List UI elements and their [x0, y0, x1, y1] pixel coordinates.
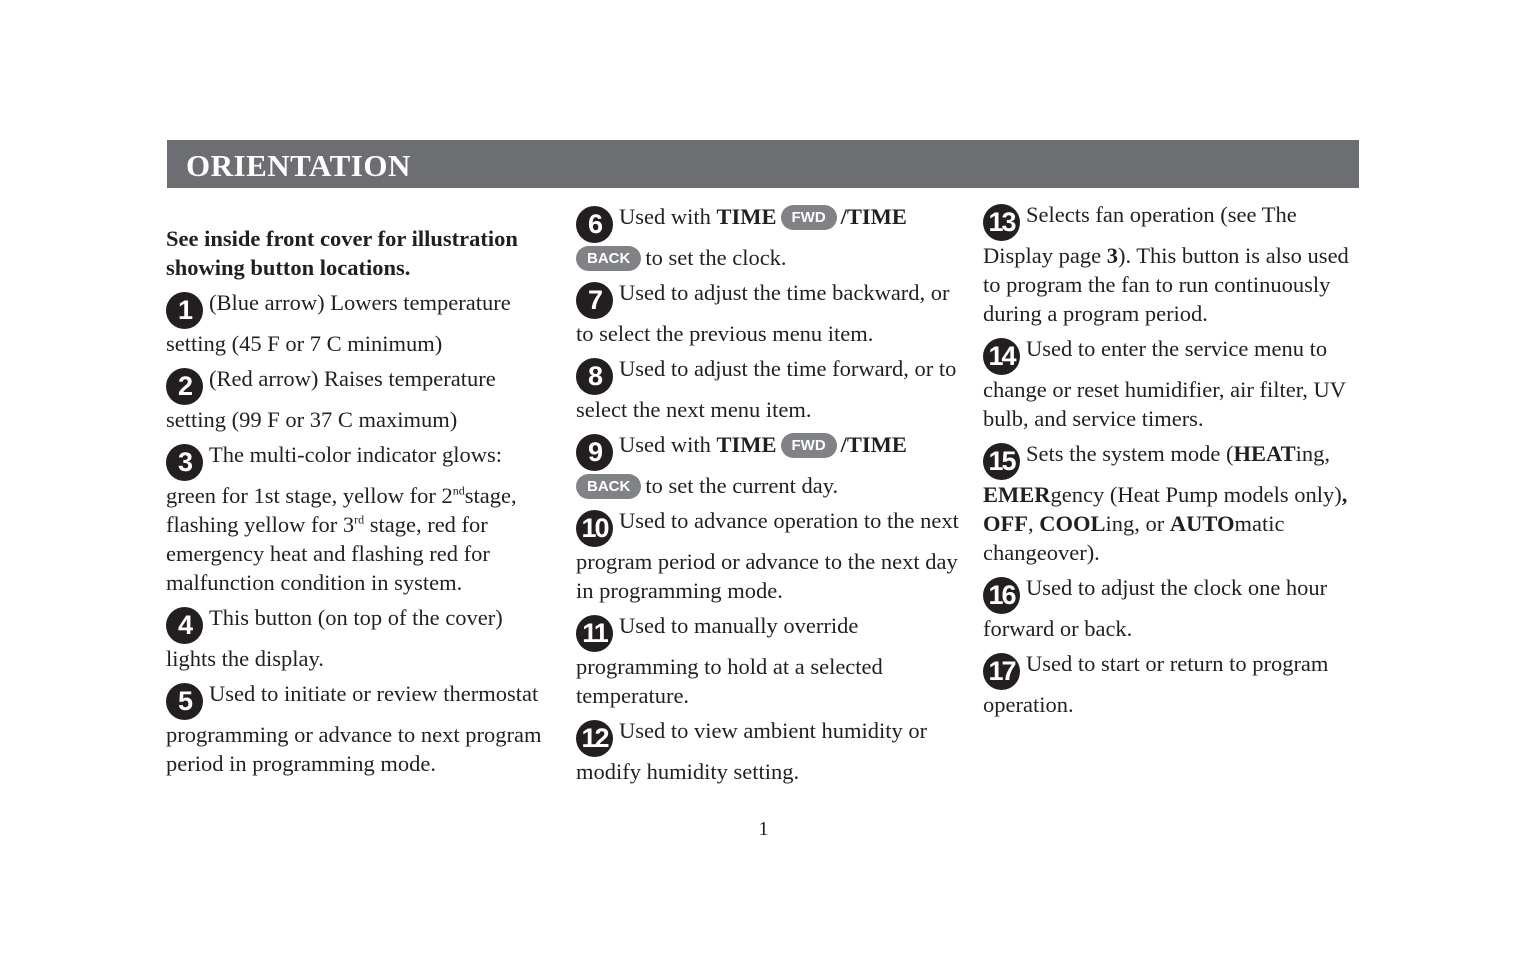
list-item: 15 Sets the system mode (HEATing, EMERgency (Heat Pump models only), OFF, COOLing, or AUTOmatic changeover).	[983, 441, 1348, 565]
number-4-icon: 4	[166, 607, 203, 644]
number-8-icon: 8	[576, 358, 613, 395]
list-item: 6 Used with TIME FWD /TIME BACK to set the clock.	[576, 202, 961, 272]
section-header	[167, 140, 1359, 188]
back-button-icon: BACK	[576, 474, 641, 499]
list-item: 14 Used to enter the service menu to change or reset humidifier, air filter, UV bulb, and service timers.	[983, 336, 1346, 431]
number-15-icon: 15	[983, 443, 1020, 480]
list-item: 17 Used to start or return to program operation.	[983, 651, 1329, 717]
list-item: 12 Used to view ambient humidity or modify humidity setting.	[576, 718, 928, 784]
number-9-icon: 9	[576, 434, 613, 471]
list-item: 8 Used to adjust the time forward, or to select the next menu item.	[576, 356, 957, 422]
list-item: 10 Used to advance operation to the next program period or advance to the next day in programming mode.	[576, 508, 959, 603]
list-item: 16 Used to adjust the clock one hour forward or back.	[983, 575, 1328, 641]
fwd-button-icon: FWD	[781, 433, 837, 458]
column-3	[983, 200, 1363, 725]
number-3-icon: 3	[166, 444, 203, 481]
number-11-icon: 11	[576, 615, 613, 652]
column-1	[166, 224, 551, 784]
back-button-icon: BACK	[576, 246, 641, 271]
number-14-icon: 14	[983, 338, 1020, 375]
list-item: 4 This button (on top of the cover) lights the display.	[166, 605, 503, 671]
list-item: 5 Used to initiate or review thermostat programming or advance to next program period in programming mode.	[166, 681, 542, 776]
list-item: 11 Used to manually override programming to hold at a selected temperature.	[576, 613, 883, 708]
number-17-icon: 17	[983, 653, 1020, 690]
list-item: 2 (Red arrow) Raises temperature setting (99 F or 37 C maximum)	[166, 366, 496, 432]
number-2-icon: 2	[166, 368, 203, 405]
page-title: ORIENTATION	[186, 148, 411, 183]
number-7-icon: 7	[576, 282, 613, 319]
column-2	[576, 202, 961, 792]
number-16-icon: 16	[983, 577, 1020, 614]
list-item: 13 Selects fan operation (see The Display page 3). This button is also used to program the fan to run continuously during a program period.	[983, 202, 1349, 326]
number-13-icon: 13	[983, 204, 1020, 241]
intro-text: See inside front cover for illustration showing button locations.	[166, 226, 518, 280]
list-item: 9 Used with TIME FWD /TIME BACK to set the current day.	[576, 430, 961, 500]
number-6-icon: 6	[576, 206, 613, 243]
list-item: 7 Used to adjust the time backward, or to select the previous menu item.	[576, 280, 950, 346]
number-12-icon: 12	[576, 720, 613, 757]
number-10-icon: 10	[576, 510, 613, 547]
list-item: 3 The multi-color indicator glows: green for 1st stage, yellow for 2ndstage, flashing yellow for 3rd stage, red for emergency heat and flashing red for malfunction condition in system.	[166, 442, 517, 595]
list-item: 1 (Blue arrow) Lowers temperature setting (45 F or 7 C minimum)	[166, 290, 511, 356]
page-number: 1	[758, 818, 769, 840]
number-1-icon: 1	[166, 292, 203, 329]
fwd-button-icon: FWD	[781, 205, 837, 230]
number-5-icon: 5	[166, 683, 203, 720]
